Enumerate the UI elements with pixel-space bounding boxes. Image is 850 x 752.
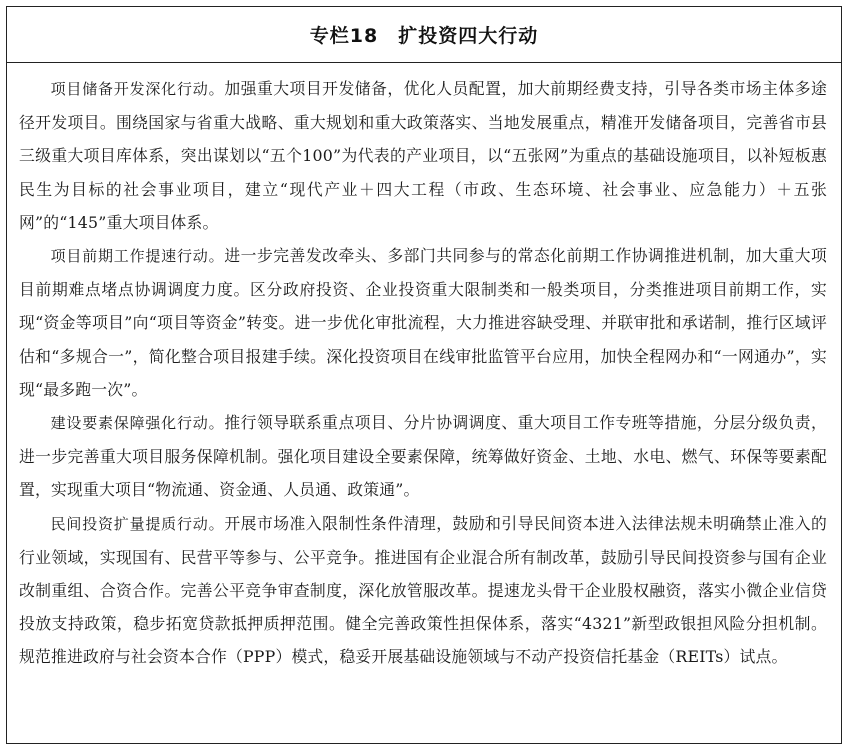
paragraph-text: 进一步完善发改牵头、多部门共同参与的常态化前期工作协调推进机制，加大重大项目前期难点堵点协调调度力度。区分政府投资、企业投资重大限制类和一般类项目，分类推进项目前期工作，实现“资金等项目”向“项目等资金”转变。进一步优化审批流程，大力推进容缺受理、并联审批和承诺制，推行区域评估和“多规合一”，简化整合项目报建手续。深化投资项目在线审批监管平台应用，加快全程网办和“一网通办”，实现“最多跑一次”。	[19, 246, 827, 399]
paragraph-text: 加强重大项目开发储备，优化人员配置，加大前期经费支持，引导各类市场主体多途径开发项目。围绕国家与省重大战略、重大规划和重大政策落实、当地发展重点，精准开发储备项目，完善省市县三级重大项目库体系，突出谋划以“五个100”为代表的产业项目，以“五张网”为重点的基础设施项目，以补短板惠民生为目标的社会事业项目，建立“现代产业＋四大工程（市政、生态环境、社会事业、应急能力）＋五张网”的“145”重大项目体系。	[19, 79, 827, 232]
paragraph-lead: 民间投资扩量提质行动。	[50, 514, 225, 533]
paragraph-text: 开展市场准入限制性条件清理，鼓励和引导民间资本进入法律法规未明确禁止准入的行业领域，实现国有、民营平等参与、公平竞争。推进国有企业混合所有制改革，鼓励引导民间投资参与国有企业改制重组、合资合作。完善公平竞争审查制度，深化放管服改革。提速龙头骨干企业股权融资，落实小微企业信贷投放支持政策，稳步拓宽贷款抵押质押范围。健全完善政策性担保体系，落实“4321”新型政银担风险分担机制。规范推进政府与社会资本合作（PPP）模式，稳妥开展基础设施领域与不动产投资信托基金（REITs）试点。	[19, 513, 827, 667]
column-title: 专栏18 扩投资四大行动	[309, 25, 539, 47]
paragraph-project-reserve	[19, 72, 827, 239]
column-body	[7, 63, 841, 674]
column-header	[7, 7, 841, 63]
paragraph-lead: 项目前期工作提速行动。	[50, 247, 225, 266]
paragraph-factor-guarantee	[19, 406, 827, 507]
paragraph-lead: 项目储备开发深化行动。	[50, 80, 225, 98]
paragraph-preliminary-work	[19, 239, 827, 406]
paragraph-text: 推行领导联系重点项目、分片协调调度、重大项目工作专班等措施，分层分级负责，进一步完善重大项目服务保障机制。强化项目建设全要素保障，统筹做好资金、土地、水电、燃气、环保等要素配置，实现重大项目“物流通、资金通、人员通、政策通”。	[19, 413, 827, 500]
paragraph-private-investment	[19, 507, 827, 674]
paragraph-lead: 建设要素保障强化行动。	[50, 414, 225, 433]
column-box	[6, 6, 842, 744]
